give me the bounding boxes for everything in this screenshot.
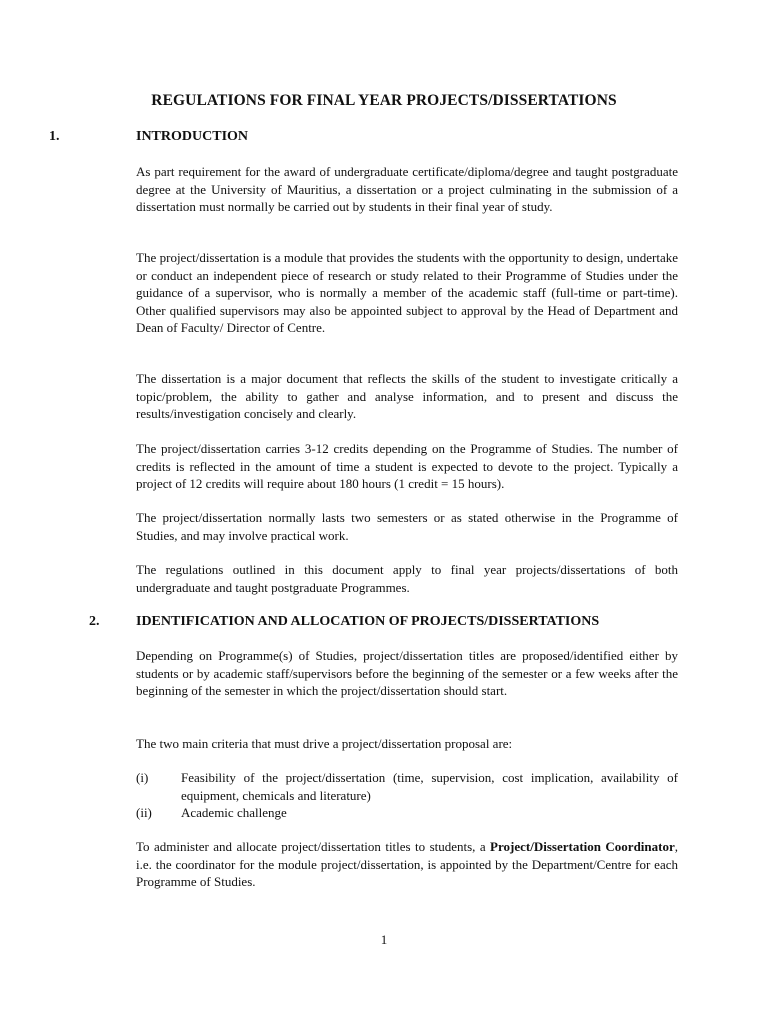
coordinator-role-emphasis: Project/Dissertation Coordinator [490, 839, 675, 854]
coordinator-text-1: To administer and allocate project/dissertation titles to students, a [136, 839, 491, 854]
intro-paragraph-5: The project/dissertation normally lasts two semesters or as stated otherwise in the Programme of Studies, and may involve practical work. [136, 510, 678, 543]
page-number: 1 [380, 932, 388, 947]
allocation-paragraph-2: The two main criteria that must drive a project/dissertation proposal are: [136, 736, 513, 751]
section-number: 1. [49, 129, 60, 144]
list-item-text: Feasibility of the project/dissertation (time, supervision, cost implication, availability of equipment, chemicals and literature) [181, 770, 678, 803]
allocation-paragraph-1: Depending on Programme(s) of Studies, project/dissertation titles are proposed/identified either by students or by academic staff/supervisors before the beginning of the semester or a few weeks after the beginning of the semester in which the project/dissertation should start. [136, 648, 678, 698]
intro-paragraph-1: As part requirement for the award of undergraduate certificate/diploma/degree and taught postgraduate degree at the University of Mauritius, a dissertation or a project culminating in the submission of a dissertation must normally be carried out by students in their final year of study. [136, 164, 678, 214]
section-number: 2. [89, 614, 100, 629]
intro-paragraph-6: The regulations outlined in this document apply to final year projects/dissertations of both undergraduate and taught postgraduate Programmes. [136, 562, 678, 595]
intro-paragraph-4: The project/dissertation carries 3-12 credits depending on the Programme of Studies. The number of credits is reflected in the amount of time a student is expected to devote to the project. Typically a project of 12 credits will require about 180 hours (1 credit = 15 hours). [136, 441, 678, 491]
intro-paragraph-3: The dissertation is a major document that reflects the skills of the student to investigate critically a topic/problem, the ability to gather and analyse information, and to present and discuss the results/investigation concisely and clearly. [136, 371, 678, 421]
coordinator-text-2: , i.e. the coordinator for the module project/dissertation, is appointed by the Department/Centre for each Programme of Studies. [136, 839, 678, 889]
list-marker: (ii) [136, 805, 152, 820]
list-item-text: Academic challenge [181, 805, 287, 820]
section-title: IDENTIFICATION AND ALLOCATION OF PROJECTS/DISSERTATIONS [136, 614, 600, 629]
document-title: REGULATIONS FOR FINAL YEAR PROJECTS/DISSERTATIONS [151, 92, 617, 109]
intro-paragraph-2: The project/dissertation is a module that provides the students with the opportunity to design, undertake or conduct an independent piece of research or study related to their Programme of Studies under the guidance of a supervisor, who is normally a member of the academic staff (full-time or part-time). Other qualified supervisors may also be appointed subject to approval by the Head of Department and Dean of Faculty/ Director of Centre. [136, 250, 678, 335]
list-marker: (i) [136, 770, 149, 785]
coordinator-paragraph [136, 838, 678, 891]
section-title: INTRODUCTION [136, 129, 249, 144]
